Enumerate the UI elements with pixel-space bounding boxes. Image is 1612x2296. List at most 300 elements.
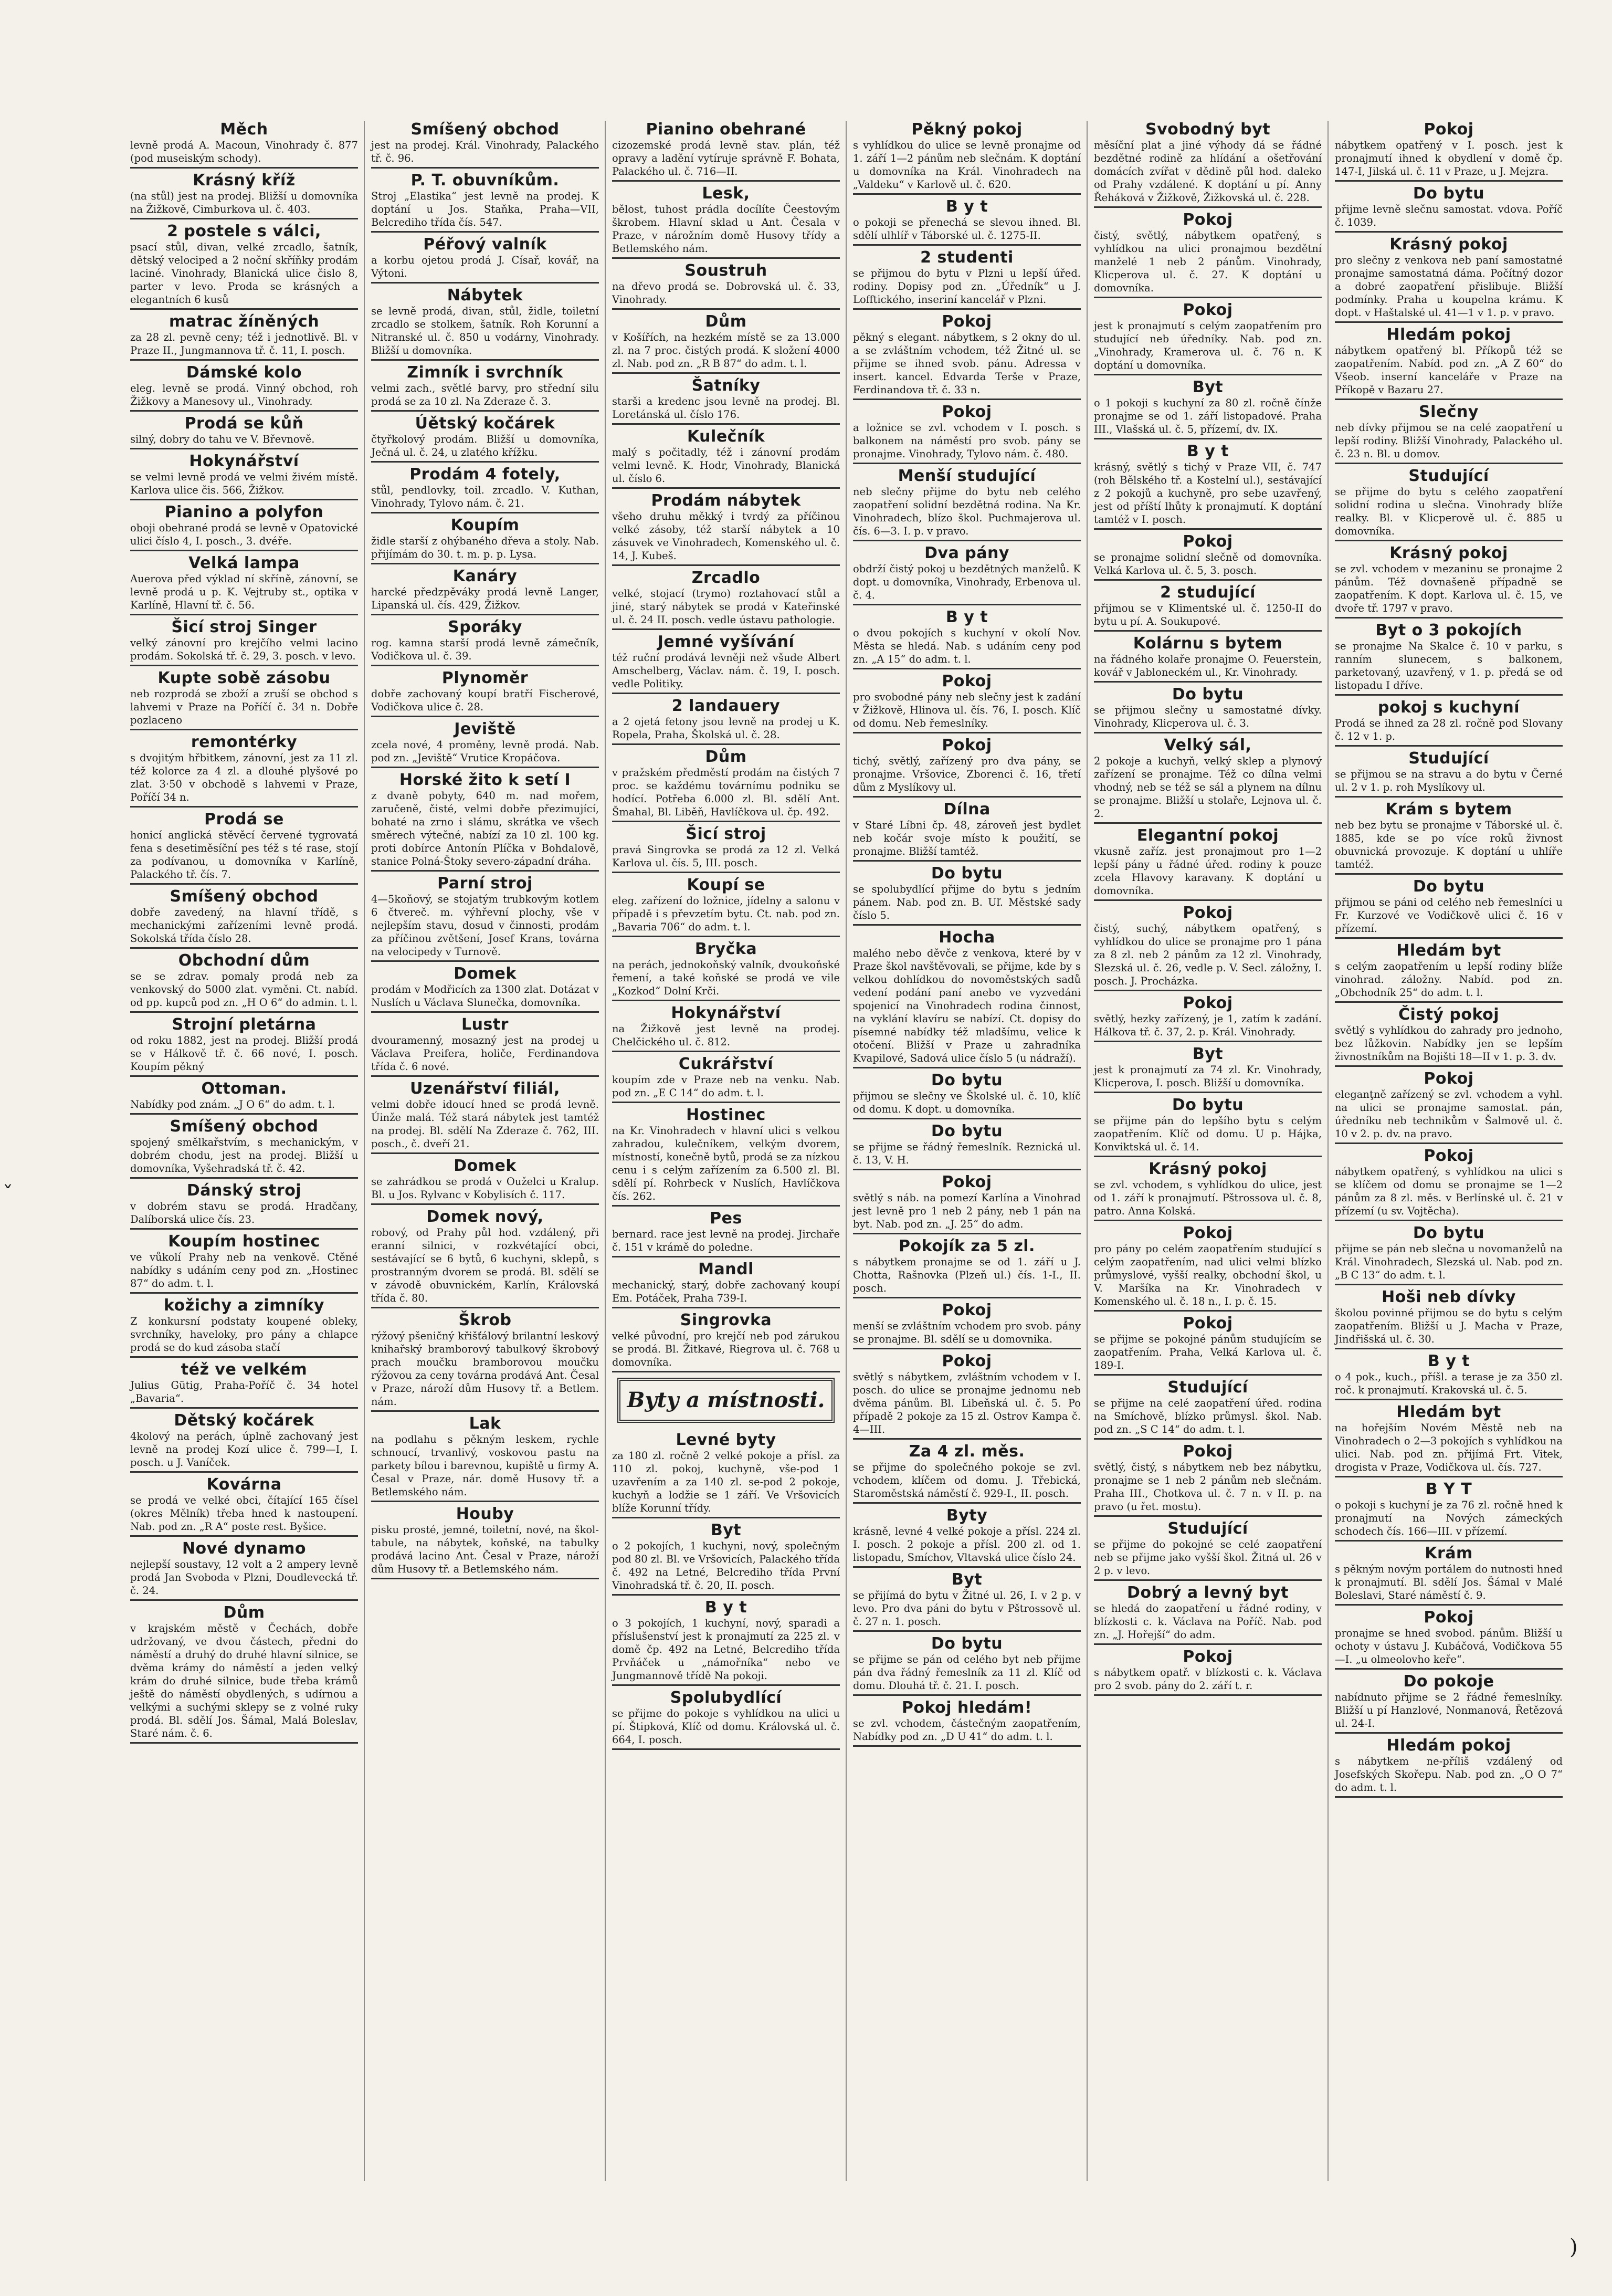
ad-text: pro svobodné pány neb slečny jest k zadání v Žižkově, Hlinova ul. čís. 76, I. posch. Klíč od domu. Neb řemeslníky. [853,691,1081,729]
ad-separator-rule [130,359,358,361]
classified-ad [853,121,1081,195]
ad-separator-rule [853,1566,1081,1568]
ad-text: Auerova před výklad ní skříně, zánovní, se levně prodá u p. K. Vejtruby st., optika v Karlíně, Hlavní tř. č. 56. [130,573,358,611]
ad-separator-rule [1094,579,1322,581]
ad-headline: Domek [454,964,517,983]
ad-headline: B y t [945,608,988,626]
ad-text: vkusně zaříz. jest pronajmout pro 1—2 lepší pány u řádné úřed. rodiny k pouze zcela Hlavovy karavany. K doptání u domovníka. [1094,845,1322,897]
ad-text: s vyhlídkou do ulice se levně pronajme od 1. září 1—2 pánům neb slečnám. K doptání u domovníka na Král. Vinohradech na „Valdeku“ v Karlově ul. č. 620. [853,139,1081,191]
ad-headline: Dům [705,748,747,766]
ad-headline: Mandl [698,1260,754,1278]
ad-text: se přijme se řádný řemeslník. Reznická ul. č. 13, V. H. [853,1141,1081,1166]
ad-text: silný, dobry do tahu ve V. Břevnově. [130,433,315,445]
ad-headline: Pokoj hledám! [901,1699,1032,1717]
ad-separator-rule [612,1594,840,1596]
ad-separator-rule [612,743,840,745]
ad-text: se přijme se pán od celého byt neb přijme pán dva řádný řemeslník za 11 zl. Klíč od domu. Dlouhá tř. č. 21. I. posch. [853,1653,1081,1692]
classified-ad [1094,1520,1322,1581]
classified-ad [612,825,840,873]
ad-separator-rule [371,1152,599,1154]
ad-text: rog. kamna starší prodá levně zámečník, Vodičkova ul. č. 39. [371,637,599,662]
ad-text: přijmou se v Klimentské ul. č. 1250-II do bytu u pí. A. Soukupové. [1094,602,1322,627]
ad-separator-rule [130,1356,358,1358]
ad-headline: Zimník i svrchník [407,363,563,382]
ad-separator-rule [1335,399,1563,400]
classified-ad [371,364,599,412]
ad-separator-rule [853,924,1081,926]
classified-ad [130,733,358,808]
ad-separator-rule [1335,1348,1563,1349]
classified-ad [1335,1224,1563,1285]
ad-text: o dvou pokojích s kuchyní v okolí Nov. Města se hledá. Nab. s udáním ceny pod zn. „A 15“ do adm. t. l. [853,627,1081,665]
ad-text: dvouramenný, mosazný jest na prodej u Václava Preifera, holiče, Ferdinandova třída č. 6 nové. [371,1034,599,1073]
ad-separator-rule [612,564,840,566]
ad-separator-rule [853,1067,1081,1068]
ad-headline: Studující [1408,467,1489,485]
ad-text: o pokoji se přenechá se slevou ihned. Bl. sdělí ulhlíř v Táborské ul. č. 1275-II. [853,216,1081,242]
classified-ad [1335,1481,1563,1542]
ad-headline: Pokoj [1183,1224,1233,1242]
ad-separator-rule [371,960,599,962]
ad-headline: Byty [946,1506,988,1525]
ad-separator-rule [853,604,1081,605]
classified-ad [853,1699,1081,1747]
column-1 [126,121,362,2181]
ad-text: o 4 pok., kuch., příšl. a terase je za 350 zl. roč. k pronajmutí. Krakovská ul. č. 5. [1335,1371,1563,1396]
column-3 [608,121,844,2181]
classified-ad [1094,686,1322,733]
ad-headline: Pokoj [1183,1314,1233,1333]
ad-headline: remontérky [191,733,298,751]
ad-separator-rule [612,372,840,374]
ad-headline: Krásný pokoj [1389,544,1508,562]
ad-separator-rule [1335,617,1563,618]
ad-headline: Prodám 4 fotely, [409,465,561,484]
ad-headline: Strojní pletárna [172,1015,317,1034]
classified-ad [130,1361,358,1409]
ad-separator-rule [1094,374,1322,375]
classified-ad [1335,544,1563,618]
ad-separator-rule [130,499,358,500]
left-margin-mark: ˇ [3,1182,13,1207]
ad-headline: Dům [705,312,747,331]
ad-headline: Slečny [1419,403,1479,421]
ad-separator-rule [1094,822,1322,824]
classified-ad [612,262,840,310]
ad-text: bělost, tuhost prádla docílíte Čeestovým škrobem. Hlavní sklad u Ant. Česala v Praze, v nárožním domě Husovy třídy a Betlemského nám. [612,203,840,255]
ad-text: se se zdrav. pomaly prodá neb za venkovský do 5000 zlat. vyměni. Ct. nabíd. od pp. kupců pod zn. „H O 6“ do admin. t. l. [130,970,358,1009]
classified-ad [853,1635,1081,1696]
ad-separator-rule [1335,1001,1563,1003]
classified-ad [853,1507,1081,1568]
ad-headline: Do bytu [1172,1096,1244,1114]
ad-text: neb slečny přijme do bytu neb celého zaopatření solidní bezdětná rodina. Na Kr. Vinohradech, blízo škol. Puchmajerova ul. čís. 6—3. I. p. v pravo. [853,486,1081,537]
ad-headline: Pokoj [942,1352,992,1370]
ad-separator-rule [853,1745,1081,1747]
ad-separator-rule [853,193,1081,195]
ad-headline: Hledám pokoj [1386,1736,1511,1755]
ad-separator-rule [130,1599,358,1601]
classified-ad [612,377,840,425]
ad-headline: Čistý pokoj [1398,1005,1500,1024]
ad-text: přijmou se slečny ve Školské ul. č. 10, klíč od domu. K dopt. u domovníka. [853,1090,1081,1115]
classified-ad [853,929,1081,1068]
ad-text: čtyřkolový prodám. Bližší u domovníka, Ječná ul. č. 24, u zlatého křížku. [371,433,599,458]
classified-ad [1094,301,1322,375]
ad-headline: Škrob [458,1311,512,1329]
classified-ad [1094,584,1322,632]
ad-text: velmi zach., světlé barvy, pro střední silu prodá se za 10 zl. Na Zderaze č. 3. [371,382,599,407]
ad-text: se přijme do pokojné se celé zaopatření neb se přijme jako vyšší škol. Žitná ul. 26 v 2 p. v levo. [1094,1538,1322,1577]
ad-headline: Hledám byt [1396,1403,1501,1421]
classified-ad [371,618,599,666]
ad-separator-rule [130,448,358,449]
ad-headline: Pokoj [1183,904,1233,922]
ad-headline: B y t [704,1598,747,1617]
ad-text: tichý, světlý, zařízený pro dva pány, se pronajme. Vršovice, Zborenci č. 16, třetí dům z Myslíkovy ul. [853,755,1081,793]
ad-headline: Spolubydlící [670,1689,782,1707]
classified-ad [853,403,1081,464]
ad-text: na dřevo prodá se. Dobrovská ul. č. 33, Vinohrady. [612,280,840,306]
ad-headline: B y t [945,197,988,216]
ad-text: se přijmou se na stravu a do bytu v Černé ul. 2 v 1. p. roh Myslíkovy ul. [1335,768,1563,793]
classified-ad [1335,699,1563,747]
ad-text: s pěkným novým portálem do nutnosti hned k pronajmutí. Bl. sdělí Jos. Šámal v Malé Boleslavi, Staré náměstí č. 9. [1335,1563,1563,1601]
ad-headline: Dva pány [924,544,1009,562]
ad-headline: 2 studující [1160,583,1256,602]
ad-separator-rule [130,1292,358,1294]
ad-headline: Kupte sobě zásobu [157,669,331,687]
ad-separator-rule [853,1297,1081,1298]
ad-headline: Pokoj [942,1173,992,1191]
classified-ad [1335,878,1563,939]
ad-text: s celým zaopatřením u lepší rodiny blíže vinohrad. záložny. Nabíd. pod zn. „Obchodník 25“ do adm. t. l. [1335,960,1563,999]
classified-ad [371,1415,599,1502]
ad-text: za 180 zl. ročně 2 velké pokoje a přísl. za 110 zl. pokoj, kuchyně, vše-pod 1 uzavřením a za 140 zl. se-pod 2 pokoje, kuchyň a lodžie se 1 září. Ve Vršovicích blíže Korunní třídy. [612,1450,840,1514]
classified-ad [1335,403,1563,464]
ad-separator-rule [371,167,599,169]
ad-separator-rule [1335,1284,1563,1285]
ad-text: a korbu ojetou prodá J. Císař, kovář, na Výtoni. [371,254,599,279]
ad-separator-rule [371,359,599,361]
column-5 [1090,121,1326,2181]
ad-text: cizozemské prodá levně stav. plán, též opravy a ladění vytíruje správně F. Bohata, Palackého ul. č. 716—II. [612,139,840,177]
ad-separator-rule [612,1371,840,1372]
ad-headline: Levné byty [676,1431,776,1449]
classified-ad [612,121,840,182]
ad-text: měsíční plat a jiné výhody dá se řádné bezdětné rodině za hlídání a ošetřování domácích zvířat v dědině půl hod. daleko od Prahy vzdálené. K doptání u pí. Anny Řeháková v Žižkově, Žižkovská ul. č. 228. [1094,139,1322,204]
classified-ad [853,801,1081,862]
ad-text: bernard. race jest levně na prodej. Jirchaře č. 151 v krámě do poledne. [612,1228,840,1253]
ad-headline: Pokojík za 5 zl. [899,1237,1035,1255]
ad-text: Stroj „Elastika“ jest levně na prodej. K doptání u Jos. Staňka, Praha—VII, Belcrediho třída čís. 547. [371,190,599,228]
classified-ad [371,965,599,1013]
classified-ad [1335,942,1563,1003]
ad-headline: Pokoj [1183,1442,1233,1461]
ad-text: s nábytkem ne-příliš vzdálený od Josefských Skořepu. Nab. pod zn. „O O 7“ do adm. t. l. [1335,1755,1563,1794]
ad-text: přijmou se páni od celého neb řemeslníci u Fr. Kurzové ve Vodičkově ulici č. 16 v přízemí. [1335,896,1563,935]
classified-ad [853,1571,1081,1632]
classified-ad [853,673,1081,733]
classified-ad [612,876,840,937]
ad-text: se přijme do bytu s celého zaopatření solidní rodina u slečna. Vinohrady blíže realky. Bl. v Klicperově ul. č. 885 u domovníka. [1335,486,1563,537]
ad-text: v pražském předměstí prodám na čistých 7 proc. se každému továrnímu podniku se hodící. Potřeba 6.000 zl. Bl. sdělí Ant. Šmahal, Bl. Liběň, Havlíčkova ul. čp. 492. [612,767,840,818]
ad-headline: Do bytu [1413,184,1485,203]
classified-ad [612,1106,840,1207]
ad-separator-rule [612,872,840,873]
ad-text: eleg. zařízení do ložnice, jídelny a salonu v případě i s převzetím bytu. Ct. nab. pod zn. „Bavaria 706“ do adm. t. l. [612,895,840,933]
ad-separator-rule [1094,528,1322,530]
ad-text: v Staré Líbni čp. 48, zároveň jest bydlet neb kočár svoje místo k použití, se pronajme. Bližší tamtéž. [853,819,1081,857]
classified-ad [130,313,358,361]
ad-separator-rule [853,540,1081,541]
ad-text: světlý, čistý, s nábytkem neb bez nábytku, pronajme se 1 neb 2 pánům neb slečnám. Praha III., Chotkova ul. č. 7 n. v II. p. na pravo (u řet. mostu). [1094,1461,1322,1513]
ad-text: pronajme se hned svobod. pánům. Bližší u ochoty v ústavu J. Kubáčová, Vodičkova 55—I. „u olmeolovho keře“. [1335,1627,1563,1665]
classified-ad [612,1210,840,1257]
ad-text: Prodá se ihned za 28 zl. ročně pod Slovany č. 12 v 1. p. [1335,717,1563,742]
classified-ad [1094,1224,1322,1312]
ad-text: též ruční prodává levněji než všude Albert Amschelberg, Václav. nám. č. 19, I. posch. vedle Politiky. [612,652,840,690]
classified-ad [130,172,358,219]
ad-separator-rule [612,1102,840,1103]
ad-separator-rule [371,1307,599,1308]
ad-separator-rule [130,1228,358,1230]
ad-separator-rule [1335,1476,1563,1477]
classified-ad [853,1072,1081,1119]
ad-headline: Hledám pokoj [1386,326,1511,344]
ad-separator-rule [853,244,1081,246]
classified-ad [1335,1403,1563,1477]
ad-separator-rule [130,308,358,310]
ad-text: malého nebo děvče z venkova, které by v Praze škol navštěvovali, se přijme, kde by s velkou dohlídkou do novoměstských sadů vedení podání paní anebo ve vyzvedáni spojenicí na Vinohradech rodina činnost, na vyklání klavíru se nabízí. Ct. dopisy do písemné nabídky též mladšímu, velice k otočení. Bližší v Praze u zahradníka Kvapilové, Sadová ulice číslo 5 (u nádraží). [853,947,1081,1064]
ad-separator-rule [1094,630,1322,632]
ad-headline: Smíšený obchod [170,887,319,906]
ad-separator-rule [853,1348,1081,1349]
classified-ad [130,223,358,310]
classified-ad [612,748,840,822]
ad-headline: Plynoměr [441,669,529,687]
ad-text: o 1 pokoji s kuchyní za 80 zl. ročně čínže pronajme se od 1. září listopadové. Praha III., Vlašská ul. č. 5, přízemí, dv. IX. [1094,397,1322,435]
classified-ad [371,771,599,872]
ad-text: starši a kredenc jsou levně na prodej. Bl. Loretánská ul. číslo 176. [612,395,840,421]
classified-ad [853,198,1081,246]
ad-separator-rule [1335,1796,1563,1798]
classified-ad [371,1505,599,1579]
classified-ad [371,1080,599,1154]
ad-separator-rule [130,665,358,666]
ad-text: se zvl. vchodem, částečným zaopatřením, Nabídky pod zn. „D U 41“ do adm. t. l. [853,1717,1081,1743]
classified-ad [130,453,358,500]
ad-headline: Lesk, [702,184,750,203]
classified-ad [1094,533,1322,581]
ad-headline: 2 studenti [920,248,1014,267]
classified-ad [853,249,1081,310]
ad-separator-rule [1335,745,1563,747]
ad-separator-rule [1094,1694,1322,1696]
ad-headline: Byt [1192,1045,1224,1063]
ad-headline: Pokoj [1183,994,1233,1012]
classified-ad [1094,904,1322,991]
classified-ad [1335,185,1563,233]
classified-ad [371,720,599,768]
ad-text: krásně, levné 4 velké pokoje a přísl. 224 zl. I. posch. 2 pokoje a přísl. 200 zl. od 1. listopadu, Smíchov, Vltavská ulice číslo 24. [853,1525,1081,1564]
ad-separator-rule [130,729,358,730]
ad-text: krásný, světlý s tichý v Praze VII, č. 747 (roh Bělského tř. a Kostelní ul.), sestávající z 2 pokojů a kuchyně, pro sebe uzavřený, jest od příští lhůty k pronajmutí. K doptání tamtéž v I. posch. [1094,461,1322,526]
classified-ad [612,1312,840,1372]
ad-text: se přijme pán do lepšího bytu s celým zaopatřením. Klíč od domu. U p. Hájka, Konviktská ul. č. 14. [1094,1115,1322,1153]
classified-ad [130,1233,358,1294]
ad-headline: Do bytu [931,1634,1003,1653]
ad-separator-rule [130,1011,358,1013]
classified-ad [853,1302,1081,1349]
ad-headline: Pokoj [1183,1648,1233,1666]
ad-separator-rule [130,883,358,885]
ad-headline: Dílna [943,800,991,819]
ad-text: od roku 1882, jest na prodej. Bližší prodá se v Hálkově tř. č. 66 nové, I. posch. Koupím pěkný [130,1034,358,1073]
ad-separator-rule [1335,540,1563,541]
ad-headline: Prodá se [204,810,284,829]
classified-ad [612,1261,840,1308]
classified-ad [612,492,840,566]
ad-text: velké, stojací (trymo) roztahovací stůl a jiné, starý nábytek se prodá v Kateřinské ul. č. 24 II. posch. vedle ústavu pathologie. [612,588,840,626]
ad-text: se velmi levně prodá ve velmi živém místě. Karlova ulice čis. 566, Žižkov. [130,471,358,496]
ad-headline: B y t [1186,442,1229,460]
classified-ad [130,1476,358,1537]
ad-headline: Do bytu [1413,877,1485,896]
classified-ad [1335,1353,1563,1400]
classified-ad [1094,379,1322,439]
classified-ad [612,569,840,630]
ad-text: světlý, hezky zařízený, je 1, zatím k zadání. Hálkova tř. č. 37, 2. p. Král. Vinohrady. [1094,1013,1322,1038]
ad-headline: Do bytu [931,864,1003,883]
classified-ad [853,467,1081,541]
ad-text: s nábytkem opatř. v blízkosti c. k. Václava pro 2 svob. pány do 2. září t. r. [1094,1666,1322,1692]
ad-separator-rule [1335,1065,1563,1067]
ad-headline: Pokoj [942,736,992,754]
ad-separator-rule [130,550,358,551]
ad-headline: Pěkný pokoj [911,121,1023,139]
classified-ad [371,517,599,564]
ad-separator-rule [1094,438,1322,439]
ad-headline: Krám s bytem [1385,800,1512,819]
classified-ad [612,185,840,259]
ad-separator-rule [130,1075,358,1077]
ad-text: o 2 pokojích, 1 kuchyni, nový, společným pod 80 zl. Bl. ve Vršovicích, Palackého třída č. 492 na Letné, Belcrediho třída První Vinohradská tř. č. 20, II. posch. [612,1540,840,1591]
classified-ad [371,236,599,284]
ad-text: čistý, světlý, nábytkem opatřený, s vyhlídkou na ulici pronajmou bezdětní manželé 1 neb 2 pánům. Vinohrady, Klicperova ul. č. 27. K doptání u domovníka. [1094,229,1322,294]
ad-separator-rule [371,870,599,872]
ad-headline: Pokoj [1424,121,1474,139]
classified-ad [853,1173,1081,1234]
ad-separator-rule [853,796,1081,798]
ad-headline: Jeviště [454,720,516,738]
ad-text: se přijme na celé zaopatření úřed. rodina na Smíchově, blízko průmysl. škol. Nab. pod zn. „S C 14“ do adm. t. l. [1094,1397,1322,1435]
ad-separator-rule [371,1011,599,1013]
classified-ad [853,609,1081,669]
classified-ad [130,554,358,615]
classified-ad [371,669,599,717]
ad-text: jest na prodej. Král. Vinohrady, Palackého tř. č. 96. [371,139,599,164]
ad-text: harcké předzpěváky prodá levně Langer, Lipanská ul. čís. 429, Žižkov. [371,586,599,611]
ad-headline: Koupím hostinec [168,1232,320,1251]
ad-text: nabídnuto přijme se 2 řádné řemeslníky. Bližší u pí Hanzlové, Nonmanová, Řetězová ul. 24-I. [1335,1691,1563,1729]
ad-headline: Šatníky [691,376,761,395]
classified-ad [853,1443,1081,1504]
classified-ad [1094,1584,1322,1645]
ad-separator-rule [371,614,599,615]
classified-ad [1094,1096,1322,1157]
classified-ad [1094,827,1322,901]
classified-ad [371,466,599,513]
ad-text: světlý s náb. na pomezí Karlína a Vinohrad jest levně pro 1 neb 2 pány, neb 1 pán na byt. Nab. pod zn. „J. 25“ do adm. [853,1192,1081,1230]
classified-ad [1094,1315,1322,1376]
ad-separator-rule [1094,681,1322,683]
ad-separator-rule [1335,1668,1563,1670]
ad-headline: Krám [1425,1544,1473,1563]
ad-headline: Pokoj [1183,211,1233,229]
ad-headline: Kovárna [206,1475,282,1494]
ad-separator-rule [371,563,599,564]
ad-headline: Do bytu [1413,1224,1485,1242]
ad-separator-rule [371,1410,599,1412]
ad-headline: Jemné vyšívání [657,633,795,651]
classified-ad [371,1312,599,1412]
ad-separator-rule [1094,1374,1322,1376]
ad-separator-rule [371,767,599,768]
ad-text: 4—5koňový, se stojatým trubkovým kotlem 6 čtvereč. m. výhřevní plochy, vše v nejlepším stavu, dosud v činnosti, prodám za příčinou zvětšení, Josef Krans, továrna na velocipedy v Turnově. [371,893,599,958]
ad-text: na perách, jednokoňský valník, dvoukoňské řemení, a také koňské se prodá ve vile „Kozkod“ Dolní Krči. [612,959,840,997]
ad-headline: Domek [454,1157,517,1175]
classified-ad [612,428,840,489]
ad-text: pěkný s elegant. nábytkem, s 2 okny do ul. a se zvláštním vchodem, též Žitné ul. se přijme se ihned svob. pánu. Adressa v insert. kancel. Edvarda Terše v Praze, Ferdinandova tř. č. 33 n. [853,331,1081,396]
ad-separator-rule [612,257,840,259]
ad-separator-rule [1094,206,1322,208]
ad-text: pisku prosté, jemné, toiletní, nové, na škol-tabule, na nábytek, koňské, na tabulky prodává lacino Ant. Česal v Praze, nároží dům Husovy tř. a Betlemského nám. [371,1524,599,1575]
ad-text: se pronajme Na Skalce č. 10 v parku, s ranním slunecem, s balkonem, parketovaný, uzavřený, v 1. p. předá se od listopadu I dříve. [1335,640,1563,691]
ad-text: jest k pronajmutí s celým zaopatřením pro studující neb úředníky. Nab. pod zn. „Vinohrady, Kramerova ul. č. 76 n. K doptání u domovníka. [1094,320,1322,371]
ad-headline: Horské žito k setí I [399,771,571,789]
ad-separator-rule [130,410,358,412]
ad-headline: Pes [710,1209,742,1228]
ad-separator-rule [371,716,599,717]
ad-headline: 2 landauery [671,697,781,715]
ad-separator-rule [853,668,1081,669]
ad-headline: Šicí stroj Singer [171,618,317,636]
classified-ad [130,1604,358,1744]
classified-ad [371,287,599,361]
ad-headline: Menší studující [898,467,1036,485]
classified-ad [371,1157,599,1205]
ad-separator-rule [130,218,358,219]
ad-text: ve vůkolí Prahy neb na venkově. Ctěné nabídky s udáním ceny pod zn. „Hostinec 87“ do adm. t. l. [130,1251,358,1289]
ad-headline: Hokynářství [671,1004,781,1022]
ad-headline: Pokoj [942,403,992,421]
ad-headline: Lustr [461,1015,509,1034]
classified-ad [130,121,358,169]
ad-text: eleganţně zařízený se zvl. vchodem a vyhl. na ulici se pronajme samostat. pán, úředníku neb technikům v Šalmově ul. č. 10 v 2. p. dv. na pravo. [1335,1088,1563,1140]
classified-ad [1335,1545,1563,1606]
ad-headline: Houby [456,1505,514,1523]
ad-headline: kožichy a zimníky [164,1296,324,1315]
ad-separator-rule [130,806,358,808]
ad-headline: Kolárnu s bytem [1133,634,1283,653]
ad-separator-rule [371,1578,599,1579]
classified-ad [612,940,840,1001]
ad-separator-rule [371,665,599,666]
ad-separator-rule [371,1075,599,1077]
ad-text: o pokoji s kuchyní je za 76 zl. ročně hned k pronajmutí na Nových zámeckých schodech čís. 166—III. v přízemí. [1335,1499,1563,1537]
ad-separator-rule [612,1051,840,1052]
